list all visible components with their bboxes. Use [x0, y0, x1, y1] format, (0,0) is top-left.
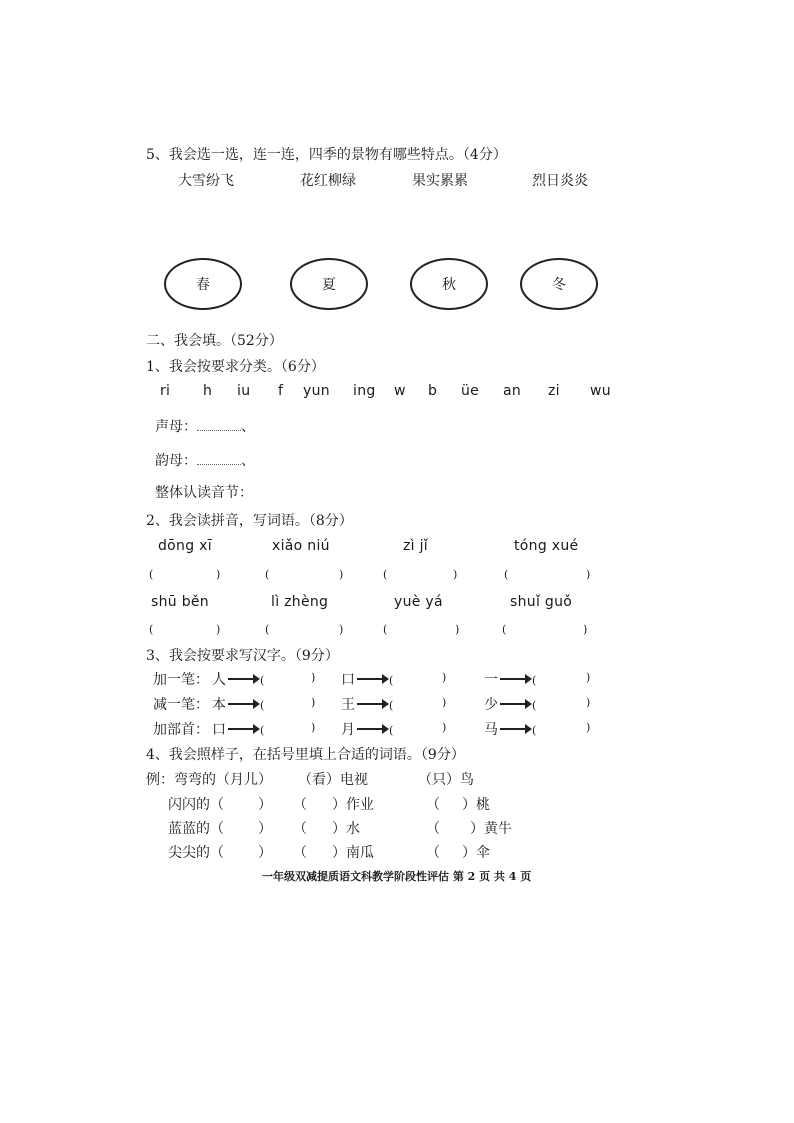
answer-close-paren: ) — [453, 568, 458, 581]
pinyin-word: zì jǐ — [403, 538, 428, 554]
answer-open-paren[interactable]: （ — [426, 845, 440, 861]
q4-item-c: ）黄牛 — [470, 821, 512, 837]
season-oval-summer[interactable] — [290, 258, 368, 310]
example-b: （看）电视 — [298, 772, 368, 788]
q3-item — [212, 669, 264, 689]
syllable: b — [428, 383, 438, 399]
q4-item-b: ）水 — [332, 821, 360, 837]
syllable: w — [394, 383, 406, 399]
pinyin-word: tóng xué — [514, 538, 579, 554]
q2-title: 2、我会读拼音，写词语。（8分） — [146, 513, 353, 529]
syllable: wu — [590, 383, 611, 399]
season-label: 冬 — [552, 277, 566, 293]
arrow-icon — [228, 678, 258, 680]
q4-item-c: ）伞 — [462, 845, 490, 861]
phrase-2: 花红柳绿 — [300, 173, 356, 189]
pinyin-word: dōng xī — [158, 538, 212, 554]
answer-close-paren: ) — [442, 671, 447, 684]
syllable: h — [203, 383, 213, 399]
answer-open-paren[interactable]: ( — [532, 674, 537, 687]
syllable: an — [503, 383, 522, 399]
arrow-icon — [500, 703, 530, 705]
answer-open-paren[interactable]: ( — [260, 724, 265, 737]
q4-item-c: ）桃 — [462, 797, 490, 813]
arrow-icon — [500, 678, 530, 680]
answer-open-paren[interactable]: （ — [426, 797, 440, 813]
q3-item — [341, 669, 393, 689]
syllable: üe — [461, 383, 480, 399]
answer-open-paren[interactable]: ( — [383, 568, 388, 581]
answer-open-paren[interactable]: ( — [260, 674, 265, 687]
answer-open-paren[interactable]: ( — [389, 674, 394, 687]
season-oval-spring[interactable] — [164, 258, 242, 310]
answer-close-paren: ) — [339, 568, 344, 581]
answer-open-paren[interactable]: ( — [265, 568, 270, 581]
arrow-icon — [500, 728, 530, 730]
pinyin-word: xiǎo niú — [272, 538, 330, 554]
answer-open-paren[interactable]: ( — [532, 699, 537, 712]
shengmu-label: 声母： — [155, 419, 197, 435]
answer-open-paren[interactable]: ( — [532, 724, 537, 737]
season-label: 秋 — [442, 277, 456, 293]
answer-open-paren[interactable]: （ — [293, 845, 307, 861]
answer-close-paren: ) — [311, 671, 316, 684]
q3-item — [341, 694, 393, 714]
answer-close-paren: ） — [258, 821, 272, 837]
example-row — [146, 769, 272, 789]
answer-close-paren: ) — [442, 696, 447, 709]
answer-close-paren: ) — [216, 623, 221, 636]
answer-close-paren: ) — [586, 721, 591, 734]
phrase-1: 大雪纷飞 — [178, 173, 234, 189]
arrow-icon — [228, 728, 258, 730]
q3-title: 3、我会按要求写汉字。（9分） — [146, 648, 339, 664]
phrase-4: 烈日炎炎 — [532, 173, 588, 189]
q4-item-a: 闪闪的（ — [168, 797, 224, 813]
yunmu-row — [155, 450, 255, 470]
answer-open-paren[interactable]: ( — [504, 568, 509, 581]
phrase-3: 果实累累 — [412, 173, 468, 189]
q3-item — [484, 719, 536, 739]
arrow-icon — [357, 728, 387, 730]
answer-close-paren: ) — [583, 623, 588, 636]
shengmu-row — [155, 416, 255, 436]
answer-close-paren: ) — [339, 623, 344, 636]
answer-close-paren: ) — [311, 721, 316, 734]
answer-open-paren[interactable]: （ — [426, 821, 440, 837]
q3-row-label: 加一笔： — [153, 672, 209, 688]
base-char: 一 — [484, 672, 498, 688]
answer-close-paren: ） — [258, 845, 272, 861]
q3-item — [212, 719, 264, 739]
q3-item — [341, 719, 393, 739]
yunmu-blank[interactable] — [197, 452, 241, 465]
answer-open-paren[interactable]: （ — [293, 797, 307, 813]
answer-open-paren[interactable]: ( — [502, 623, 507, 636]
answer-open-paren[interactable]: ( — [389, 699, 394, 712]
base-char: 马 — [484, 722, 498, 738]
q3-item — [484, 694, 536, 714]
answer-open-paren[interactable]: ( — [260, 699, 265, 712]
q3-row-label: 加部首： — [153, 722, 209, 738]
base-char: 王 — [341, 697, 355, 713]
pinyin-word: shū běn — [151, 594, 209, 610]
q4-item-b: ）作业 — [332, 797, 374, 813]
answer-close-paren: ） — [258, 797, 272, 813]
separator: 、 — [241, 419, 255, 435]
answer-open-paren[interactable]: （ — [293, 821, 307, 837]
syllable: ri — [160, 383, 171, 399]
q3-item — [212, 694, 264, 714]
answer-close-paren: ) — [586, 696, 591, 709]
example-a: 弯弯的（月儿） — [174, 772, 272, 788]
pinyin-word: shuǐ guǒ — [510, 594, 573, 610]
answer-close-paren: ) — [455, 623, 460, 636]
syllable: zi — [548, 383, 560, 399]
q1-title: 1、我会按要求分类。（6分） — [146, 359, 325, 375]
separator: 、 — [241, 453, 255, 469]
q3-item — [484, 669, 536, 689]
q4-item-b: ）南瓜 — [332, 845, 374, 861]
season-label: 夏 — [322, 277, 336, 293]
syllable: iu — [237, 383, 251, 399]
base-char: 月 — [341, 722, 355, 738]
season-oval-autumn[interactable] — [410, 258, 488, 310]
season-oval-winter[interactable] — [520, 258, 598, 310]
example-prefix: 例： — [146, 772, 174, 788]
syllable: f — [278, 383, 284, 399]
yunmu-label: 韵母： — [155, 453, 197, 469]
q4-title: 4、我会照样子，在括号里填上合适的词语。（9分） — [146, 747, 465, 763]
shengmu-blank[interactable] — [197, 418, 241, 431]
pinyin-word: yuè yá — [394, 594, 443, 610]
base-char: 口 — [212, 722, 226, 738]
answer-open-paren[interactable]: ( — [265, 623, 270, 636]
q4-item-a: 蓝蓝的（ — [168, 821, 224, 837]
q4-item-a: 尖尖的（ — [168, 845, 224, 861]
answer-close-paren: ) — [586, 671, 591, 684]
answer-open-paren[interactable]: ( — [149, 568, 154, 581]
arrow-icon — [357, 678, 387, 680]
q3-row-label: 减一笔： — [153, 697, 209, 713]
arrow-icon — [228, 703, 258, 705]
season-label: 春 — [196, 277, 210, 293]
answer-close-paren: ) — [311, 696, 316, 709]
example-c: （只）鸟 — [418, 772, 474, 788]
answer-open-paren[interactable]: ( — [149, 623, 154, 636]
q5-title: 5、我会选一选，连一连，四季的景物有哪些特点。（4分） — [146, 147, 507, 163]
answer-open-paren[interactable]: ( — [383, 623, 388, 636]
base-char: 本 — [212, 697, 226, 713]
answer-close-paren: ) — [586, 568, 591, 581]
answer-open-paren[interactable]: ( — [389, 724, 394, 737]
arrow-icon — [357, 703, 387, 705]
answer-close-paren: ) — [442, 721, 447, 734]
zhengti-label: 整体认读音节： — [155, 485, 253, 501]
answer-close-paren: ) — [216, 568, 221, 581]
pinyin-word: lì zhèng — [271, 594, 329, 610]
syllable: yun — [303, 383, 330, 399]
base-char: 口 — [341, 672, 355, 688]
syllable: ing — [353, 383, 376, 399]
base-char: 人 — [212, 672, 226, 688]
page-footer: 一年级双减提质语文科教学阶段性评估 第 2 页 共 4 页 — [262, 870, 532, 883]
section2-title: 二、我会填。（52分） — [146, 333, 283, 349]
base-char: 少 — [484, 697, 498, 713]
